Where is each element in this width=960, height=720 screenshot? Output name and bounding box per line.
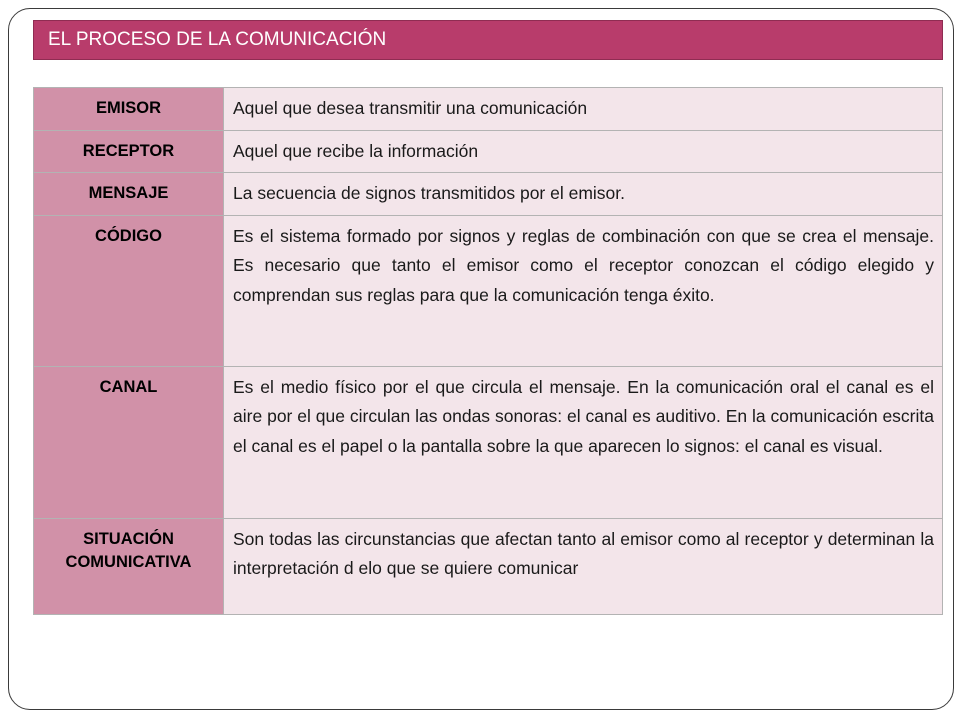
table-row-canal (34, 366, 943, 518)
table-row-emisor (34, 88, 943, 131)
definition-cell: Aquel que desea transmitir una comunicación (224, 88, 943, 131)
definition-cell: Son todas las circunstancias que afectan tanto al emisor como al receptor y determinan la interpretación d elo que se quiere comunicar (224, 518, 943, 614)
term-cell: MENSAJE (34, 173, 224, 216)
term-cell: RECEPTOR (34, 130, 224, 173)
table-row-mensaje (34, 173, 943, 216)
definition-cell: Es el sistema formado por signos y reglas de combinación con que se crea el mensaje. Es necesario que tanto el emisor como el receptor conozcan el código elegido y comprendan sus reglas para que la comunicación tenga éxito. (224, 215, 943, 366)
definition-cell: Aquel que recibe la información (224, 130, 943, 173)
definition-cell: La secuencia de signos transmitidos por el emisor. (224, 173, 943, 216)
table-row-codigo (34, 215, 943, 366)
term-cell: CÓDIGO (34, 215, 224, 366)
table-row-receptor (34, 130, 943, 173)
term-cell: SITUACIÓN COMUNICATIVA (34, 518, 224, 614)
table-row-situacion-comunicativa (34, 518, 943, 614)
communication-elements-table (33, 87, 943, 615)
term-cell: EMISOR (34, 88, 224, 131)
definition-cell: Es el medio físico por el que circula el mensaje. En la comunicación oral el canal es el aire por el que circulan las ondas sonoras: el canal es auditivo. En la comunicación escrita el canal es el papel o la pantalla sobre la que aparecen lo signos: el canal es visual. (224, 366, 943, 518)
term-cell: CANAL (34, 366, 224, 518)
slide-title: EL PROCESO DE LA COMUNICACIÓN (33, 20, 943, 60)
